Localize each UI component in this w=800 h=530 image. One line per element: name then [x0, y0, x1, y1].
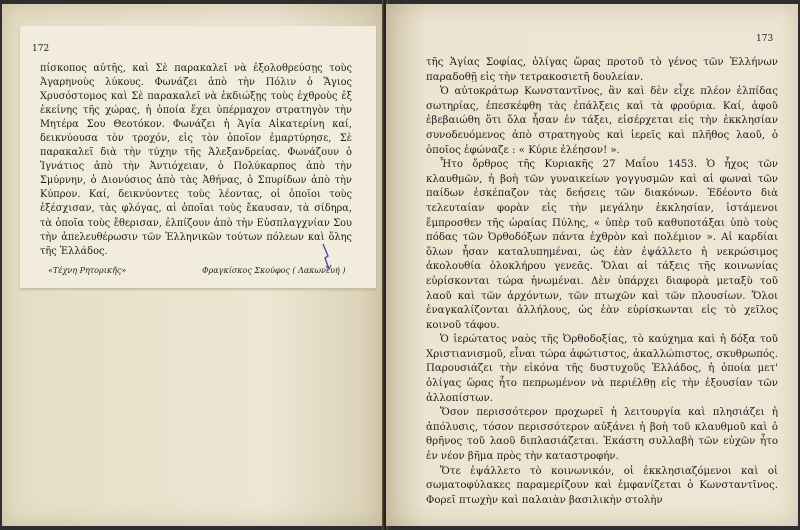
- left-page-text: [40, 62, 352, 259]
- right-paragraph: Ὅσον περισσότερον προχωρεῖ ἡ λειτουργία καὶ πλησιάζει ἡ ἀπόλυσις, τόσον περισσότερον αὐξάνει ἡ βοὴ τοῦ κλαυθμοῦ καὶ ὁ θρῆνος τοῦ λαοῦ διπλασιάζεται. Ἑκάστη συλλαβὴ τῶν εὐχῶν ἦτο ἐν νέον βῆμα πρὸς τὴν καταστροφήν.: [426, 407, 778, 463]
- left-paragraph: πίσκοπος αὐτῆς, καὶ Σὲ παρακαλεῖ νὰ ἐξολοθρεύσῃς τοὺς Ἀγαρηνοὺς λύκους. Φωνάζει ἀπὸ τὴν Πόλιν ὁ Ἅγιος Χρυσόστομος καὶ Σὲ παρακαλεῖ νὰ ἐκδιώξῃς τοὺς ἐχθροὺς ἐξ ἐκείνης τῆς χώρας, ἡ ὁποία ἔχει ὑπέρμαχον στρατηγὸν τὴν Μητέρα Σου Θεοτόκον. Φωνάζει ἡ Ἁγία Αἰκατερίνη καί, δεικνύουσα τὸν τροχόν, εἰς τὸν ὁποῖον ἐμαρτύρησε, Σὲ παρακαλεῖ διὰ τὴν τύχην τῆς Ἀλεξανδρείας. Φωνάζουν ὁ Ἰγνάτιος ἀπὸ τὴν Ἀντιόχειαν, ὁ Πολύκαρπος ἀπὸ τὴν Σμύρνην, ὁ Διονύσιος ἀπὸ τὰς Ἀθήνας, ὁ Σπυρίδων ἀπὸ τὴν Κύπρον. Καί, δεικνύοντες τοὺς λέοντας, οἱ ὁποῖοι τοὺς ἐξέσχισαν, τὰς φλόγας, αἱ ὁποῖαι τοὺς ἔκαυσαν, τὰ σίδηρα, τὰ ὁποῖα τοὺς ἔθερισαν, ἐλπίζουν ἀπὸ τὴν Εὐσπλαγχνίαν Σου τὴν ἀπελευθέρωσιν τῶν Ἑλληνικῶν τούτων πόλεων καὶ ὅλης τῆς Ἑλλάδος.: [40, 63, 352, 257]
- right-paragraph: Ἦτο ὄρθρος τῆς Κυριακῆς 27 Μαΐου 1453. Ὁ ἦχος τῶν κλαυθμῶν, ἡ βοὴ τῶν γυναικείων γογγυσμῶν καὶ αἱ φωναὶ τῶν παίδων ἐσκέπαζον τὰς δεήσεις τῶν διακόνων. Ἐδέοντο διὰ τελευταίαν φορὰν εἰς τὴν μεγάλην ἐκκλησίαν, ἱστάμενοι ἔμπροσθεν τῆς ὡραίας Πύλης, « ὑπὲρ τοῦ καθυποτάξαι ὑπὸ τοὺς πόδας τῶν Ὀρθοδόξων πάντα ἐχθρὸν καὶ πολέμιον ». Αἱ καρδίαι ὅλων ἦσαν καταλυπημέναι, ὡς ἐὰν ἐψάλλετο ἡ νεκρώσιμος ἀκολουθία ὁλοκλήρου γενεᾶς. Ὅλαι αἱ τάξεις τῆς κοινωνίας εὑρίσκονται τώρα ἡνωμέναι. Δὲν ὑπάρχει διαφορὰ μεταξὺ τοῦ λαοῦ καὶ τῶν ἀρχόντων, τῶν πτωχῶν καὶ τῶν πλουσίων. Ὅλοι ἐναγκαλίζονται ἀλλήλους, ὡς ἐὰν εὑρίσκωνται εἰς τὸ χεῖλος κοινοῦ τάφου.: [426, 159, 778, 331]
- left-page: [2, 4, 384, 526]
- right-page-text: [426, 56, 778, 508]
- right-paragraph: Ὁ αὐτοκράτωρ Κωνσταντῖνος, ἂν καὶ δὲν εἶχε πλέον ἐλπίδας σωτηρίας, ἐπεσκέφθη τὰς ἐπάλξεις καὶ τὰ φρούρια. Καί, ἀφοῦ ἐβεβαιώθη ὅτι ὅλα ἦσαν ἐν τάξει, εἰσέρχεται εἰς τὴν ἐκκλησίαν συνοδευόμενος ἀπὸ στρατηγοὺς καὶ ἱερεῖς καὶ πλῆθος λαοῦ, ὁ ὁποῖος ἐφώναζε : « Κύριε ἐλέησον! ».: [426, 86, 778, 156]
- caption-source: «Τέχνη Ρητορικῆς»: [48, 266, 127, 275]
- pencil-mark-icon: [320, 242, 334, 272]
- right-page: [386, 4, 798, 526]
- caption-author: Φραγκίσκος Σκούφος ( Λακωνευή ): [202, 266, 346, 275]
- right-paragraph: Ὅτε ἐψάλλετο τὸ κοινωνικόν, οἱ ἐκκλησιαζόμενοι καὶ οἱ σωματοφύλακες παραμερίζουν καὶ ἐμφανίζεται ὁ Κωνσταντῖνος. Φορεῖ πτωχὴν καὶ παλαιὰν βασιλικὴν στολὴν: [426, 465, 778, 506]
- page-number-right: 173: [756, 34, 774, 44]
- right-paragraph: Ὁ ἱερώτατος ναὸς τῆς Ὀρθοδοξίας, τὸ καύχημα καὶ ἡ δόξα τοῦ Χριστιανισμοῦ, εἶναι τώρα ἀφώτιστος, ἀκαλλώπιστος, σκυθρωπός. Παρουσιάζει τὴν εἰκόνα τῆς δυστυχοῦς Ἑλλάδος, ἡ ὁποία μετ' ὀλίγας ὥρας ἦτο πεπρωμένον νὰ περιέλθῃ εἰς τὴν ἐξουσίαν τῶν ἀλλοπίστων.: [426, 334, 778, 404]
- page-number-left: 172: [32, 44, 50, 54]
- right-paragraph: τῆς Ἁγίας Σοφίας, ὀλίγας ὥρας προτοῦ τὸ γένος τῶν Ἑλλήνων παραδοθῇ εἰς τὴν τετρακοσιετῆ δουλείαν.: [426, 57, 778, 83]
